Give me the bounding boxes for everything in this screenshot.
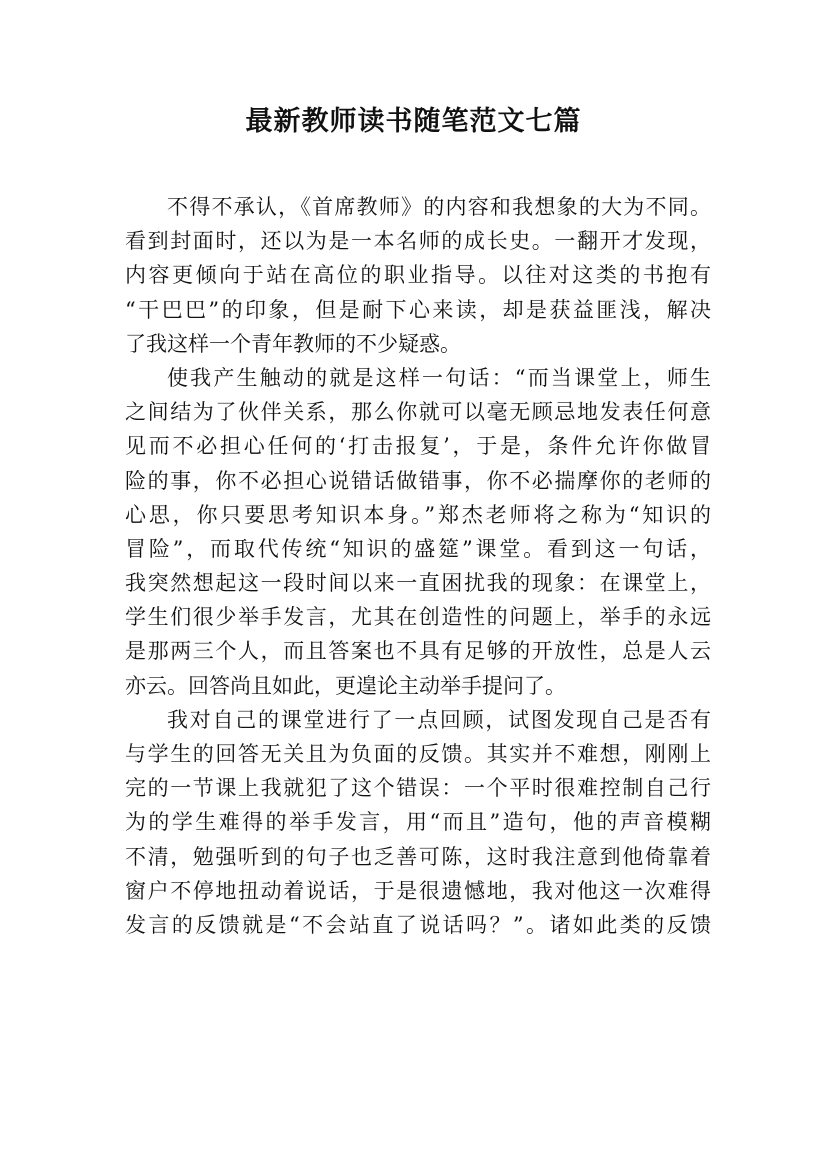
paragraph-2-line-1: 使我产生触动的就是这样一句话：“而当课堂上，师生: [167, 365, 711, 390]
paragraph-3-line-3: 完的一节课上我就犯了这个错误：一个平时很难控制自己行: [125, 776, 711, 801]
paragraph-2-line-9: 是那两三个人，而且答案也不具有足够的开放性，总是人云: [125, 639, 711, 664]
document-title: 最新教师读书随笔范文七篇: [245, 106, 582, 137]
paragraph-2-line-6: 冒险”，而取代传统“知识的盛筵”课堂。看到这一句话，: [125, 536, 711, 561]
paragraph-3-line-4: 为的学生难得的举手发言，用“而且”造句，他的声音模糊: [125, 810, 711, 835]
document-body: [125, 190, 711, 942]
paragraph-2-line-2: 之间结为了伙伴关系，那么你就可以毫无顾忌地发表任何意: [125, 400, 711, 425]
paragraph-1-line-1: 不得不承认，《首席教师》的内容和我想象的大为不同。: [167, 195, 711, 219]
paragraph-3-line-1: 我对自己的课堂进行了一点回顾，试图发现自己是否有: [167, 707, 711, 732]
paragraph-3-line-2: 与学生的回答无关且为负面的反馈。其实并不难想，刚刚上: [125, 742, 711, 766]
paragraph-2-line-5: 心思，你只要思考知识本身。”郑杰老师将之称为“知识的: [125, 502, 711, 527]
paragraph-2-line-10: 亦云。回答尚且如此，更遑论主动举手提问了。: [125, 673, 566, 698]
paragraph-2-line-3: 见而不必担心任何的‘打击报复’，于是，条件允许你做冒: [125, 434, 711, 459]
paragraph-3-line-5: 不清，勉强听到的句子也乏善可陈，这时我注意到他倚靠着: [125, 844, 711, 869]
paragraph-1-line-4: “干巴巴”的印象，但是耐下心来读，却是获益匪浅，解决: [125, 297, 711, 322]
paragraph-3-line-6: 窗户不停地扭动着说话，于是很遗憾地，我对他这一次难得: [125, 878, 711, 903]
paragraph-1-line-5: 了我这样一个青年教师的不少疑惑。: [125, 331, 461, 356]
paragraph-2-line-8: 学生们很少举手发言，尤其在创造性的问题上，举手的永远: [125, 605, 711, 630]
paragraph-3-line-7: 发言的反馈就是“不会站直了说话吗？”。诸如此类的反馈: [125, 912, 711, 937]
paragraph-1-line-3: 内容更倾向于站在高位的职业指导。以往对这类的书抱有: [125, 263, 711, 288]
paragraph-2-line-7: 我突然想起这一段时间以来一直困扰我的现象：在课堂上，: [125, 571, 711, 596]
paragraph-1-line-2: 看到封面时，还以为是一本名师的成长史。一翻开才发现，: [125, 229, 711, 254]
paragraph-2-line-4: 险的事，你不必担心说错话做错事，你不必揣摩你的老师的: [125, 468, 711, 493]
